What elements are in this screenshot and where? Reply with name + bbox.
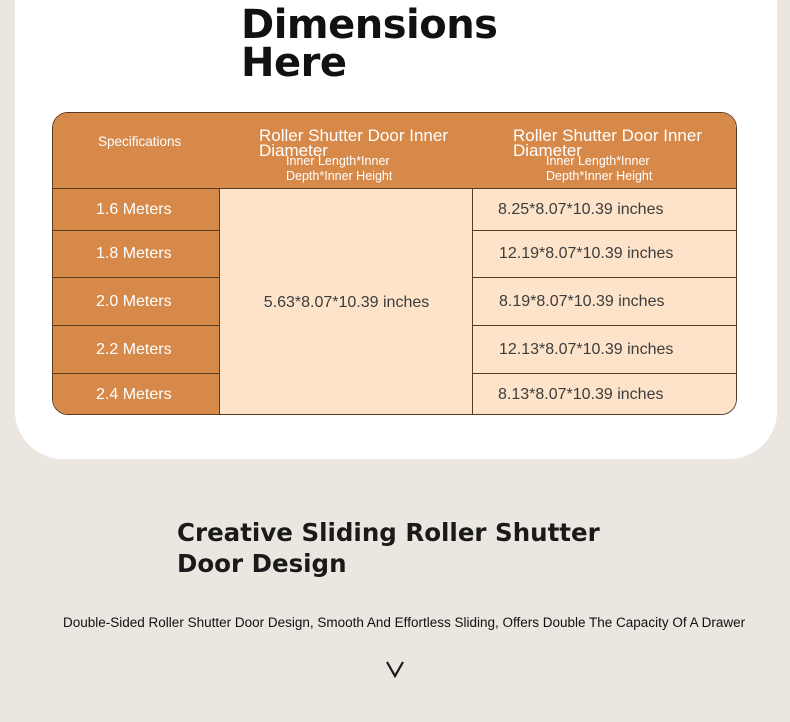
row-spec: 2.0 Meters	[53, 278, 219, 326]
row-spec: 2.2 Meters	[53, 326, 219, 374]
section-title	[177, 517, 600, 579]
dimensions-title-line2: Here	[241, 40, 347, 86]
row-value: 8.19*8.07*10.39 inches	[473, 278, 737, 326]
row-value: 8.25*8.07*10.39 inches	[473, 189, 737, 231]
section-title-line2: Door Design	[177, 549, 347, 578]
row-spec: 2.4 Meters	[96, 386, 172, 403]
dimensions-table	[52, 112, 737, 415]
dimensions-title-line1: Dimensions	[241, 2, 498, 48]
merged-size-cell: 5.63*8.07*10.39 inches	[263, 293, 430, 311]
header-col2	[473, 113, 737, 189]
row-spec: 1.8 Meters	[53, 231, 219, 278]
header-spec	[53, 113, 220, 189]
header-spec-label: Specifications	[98, 134, 182, 149]
dimensions-title	[241, 2, 498, 86]
header-col1-sub: Inner Length*Inner Depth*Inner Height	[286, 154, 393, 183]
header-col2-sub: Inner Length*Inner Depth*Inner Height	[546, 154, 653, 183]
chevron-down-icon[interactable]	[384, 659, 406, 679]
section-subtitle: Double-Sided Roller Shutter Door Design, Smooth And Effortless Sliding, Offers Double The Capacity Of A Drawer	[63, 615, 746, 630]
row-spec: 1.6 Meters	[53, 189, 219, 231]
row-value: 8.13*8.07*10.39 inches	[498, 386, 664, 403]
row-value: 12.19*8.07*10.39 inches	[473, 231, 737, 278]
header-col1-title: Roller Shutter Door Inner Diameter	[259, 126, 448, 160]
header-col1	[220, 113, 473, 189]
header-col2-title: Roller Shutter Door Inner Diameter	[513, 126, 702, 160]
row-value: 12.13*8.07*10.39 inches	[473, 326, 737, 374]
section-title-line1: Creative Sliding Roller Shutter	[177, 518, 600, 547]
